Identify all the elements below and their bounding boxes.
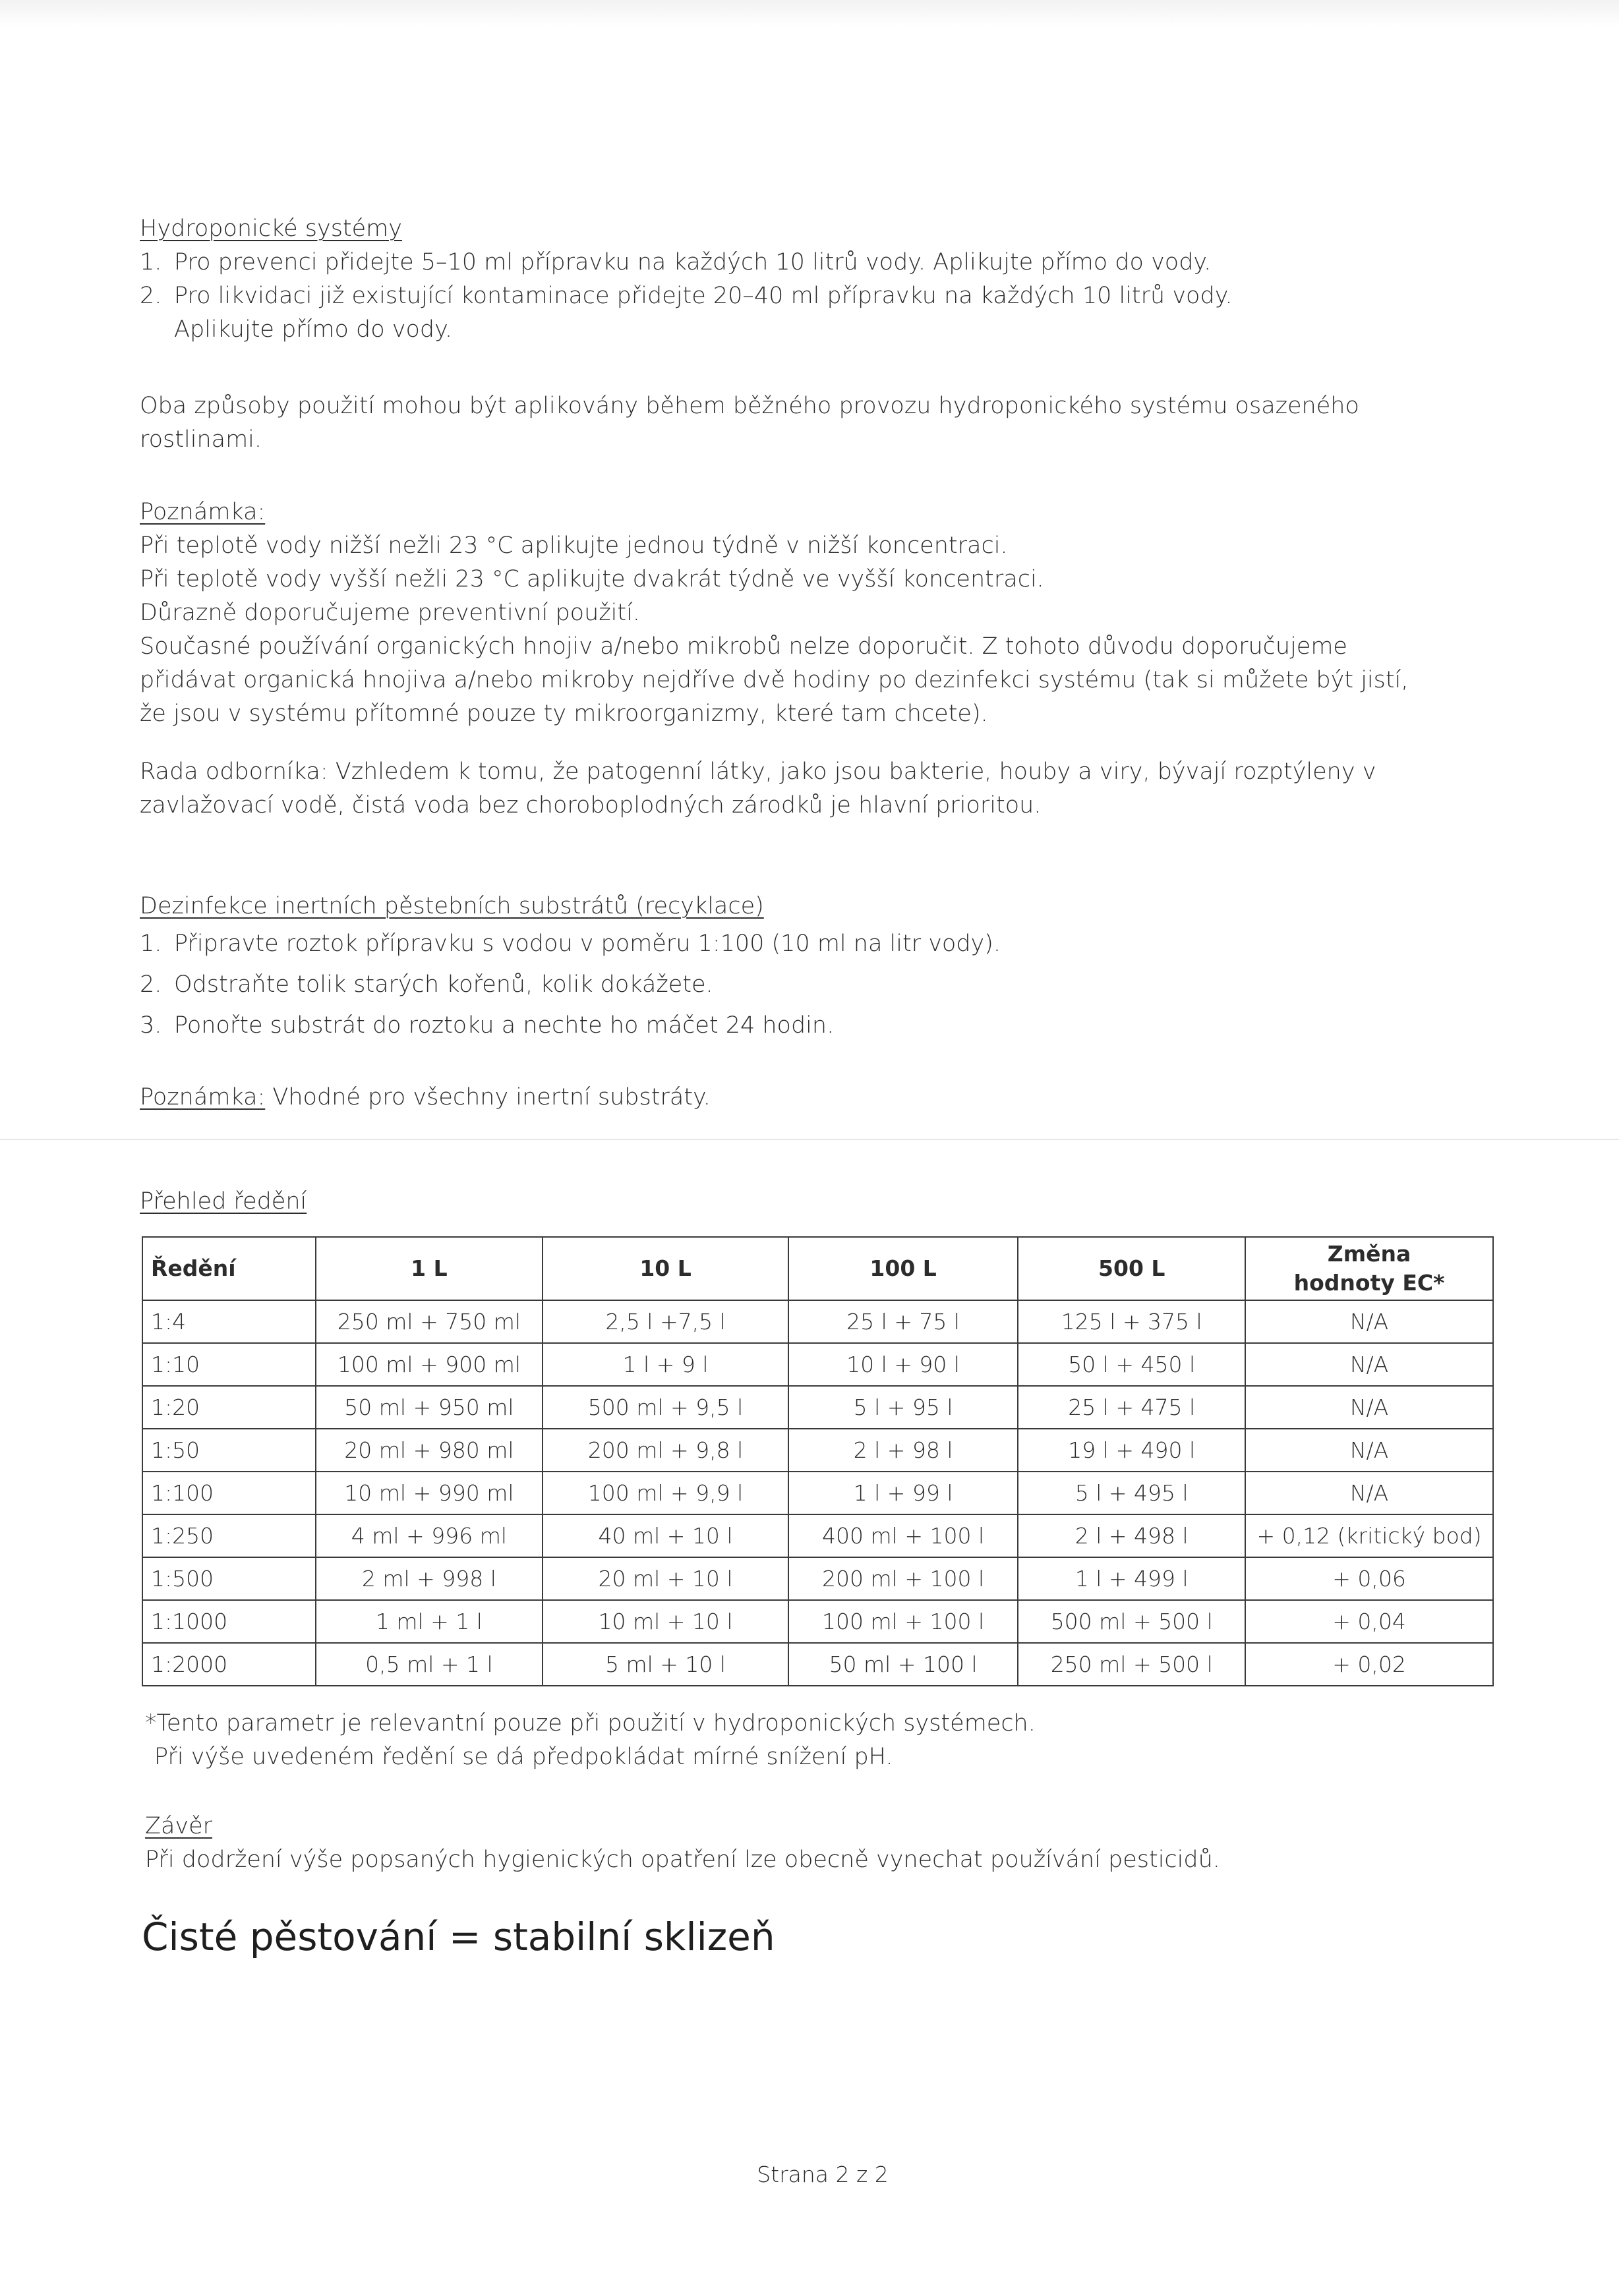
- table-cell: 50 ml + 950 ml: [316, 1386, 543, 1429]
- column-header: 100 L: [788, 1237, 1018, 1300]
- table-cell: 100 ml + 100 l: [788, 1600, 1018, 1643]
- slogan: Čisté pěstování = stabilní sklizeň: [142, 1914, 775, 1959]
- dilution-ratio-cell: 1:10: [142, 1343, 316, 1386]
- list-text: Pro prevenci přidejte 5–10 ml přípravku na každých 10 litrů vody. Aplikujte přímo do vody.: [174, 249, 1212, 275]
- page-fold-divider: [0, 1139, 1619, 1140]
- list-number: 1.: [140, 249, 162, 275]
- dilution-table: [142, 1236, 1494, 1686]
- list-text: Připravte roztok přípravku s vodou v poměru 1:100 (10 ml na litr vody).: [174, 931, 1001, 957]
- table-cell: 2 l + 498 l: [1018, 1514, 1245, 1557]
- table-row: [142, 1600, 1493, 1643]
- list-number: 2.: [140, 283, 162, 309]
- table-row: [142, 1343, 1493, 1386]
- hydro-list: [140, 246, 1233, 347]
- table-row: [142, 1386, 1493, 1429]
- conclusion-section: [145, 1810, 1220, 1877]
- table-cell: 250 ml + 500 l: [1018, 1643, 1245, 1686]
- list-item: [140, 1005, 1001, 1046]
- note-heading: Poznámka:: [140, 499, 266, 525]
- list-item: [140, 923, 1001, 964]
- table-row: [142, 1429, 1493, 1472]
- column-header: 1 L: [316, 1237, 543, 1300]
- footnote-line: Při výše uvedeném ředění se dá předpokládat mírné snížení pH.: [154, 1744, 893, 1770]
- table-cell: 25 l + 475 l: [1018, 1386, 1245, 1429]
- column-header: 10 L: [543, 1237, 788, 1300]
- dilution-ratio-cell: 1:250: [142, 1514, 316, 1557]
- dilution-ratio-cell: 1:20: [142, 1386, 316, 1429]
- note-line: Současné používání organických hnojiv a/nebo mikrobů nelze doporučit. Z tohoto důvodu doporučujeme: [140, 633, 1347, 660]
- table-cell: 0,5 ml + 1 l: [316, 1643, 543, 1686]
- table-footnote: [145, 1707, 1036, 1774]
- table-cell: + 0,04: [1245, 1600, 1493, 1643]
- overview-title: Přehled ředění: [140, 1188, 307, 1215]
- list-text: Odstraňte tolik starých kořenů, kolik dokážete.: [174, 971, 713, 998]
- list-text: Aplikujte přímo do vody.: [174, 316, 452, 343]
- hydro-section: [140, 212, 1233, 347]
- table-cell: 10 ml + 10 l: [543, 1600, 788, 1643]
- list-item: [140, 279, 1233, 313]
- table-cell: 5 l + 495 l: [1018, 1472, 1245, 1514]
- table-cell: 20 ml + 980 ml: [316, 1429, 543, 1472]
- substrate-heading: Dezinfekce inertních pěstebních substrátů (recyklace): [140, 893, 764, 919]
- note-line: přidávat organická hnojiva a/nebo mikroby nejdříve dvě hodiny po dezinfekci systému (tak si můžete být jistí,: [140, 667, 1409, 693]
- footnote-line: *Tento parametr je relevantní pouze při použití v hydroponických systémech.: [145, 1710, 1036, 1736]
- table-cell: 250 ml + 750 ml: [316, 1300, 543, 1343]
- table-cell: N/A: [1245, 1429, 1493, 1472]
- note-line: Důrazně doporučujeme preventivní použití.: [140, 600, 640, 626]
- table-cell: 500 ml + 9,5 l: [543, 1386, 788, 1429]
- table-cell: 4 ml + 996 ml: [316, 1514, 543, 1557]
- table-cell: 500 ml + 500 l: [1018, 1600, 1245, 1643]
- column-header-line: Změna: [1327, 1241, 1411, 1267]
- table-cell: 400 ml + 100 l: [788, 1514, 1018, 1557]
- dilution-ratio-cell: 1:1000: [142, 1600, 316, 1643]
- substrate-list: [140, 923, 1001, 1046]
- table-body: [142, 1300, 1493, 1686]
- hydro-heading: Hydroponické systémy: [140, 215, 402, 242]
- table-cell: N/A: [1245, 1343, 1493, 1386]
- conclusion-heading: Závěr: [145, 1813, 213, 1839]
- dilution-ratio-cell: 1:50: [142, 1429, 316, 1472]
- table-cell: 40 ml + 10 l: [543, 1514, 788, 1557]
- hydro-usage-paragraph: [140, 389, 1359, 457]
- overview-heading: [140, 1185, 307, 1219]
- list-item: [140, 313, 1233, 347]
- note-line: že jsou v systému přítomné pouze ty mikroorganizmy, které tam chcete).: [140, 701, 988, 727]
- table-cell: 50 ml + 100 l: [788, 1643, 1018, 1686]
- dilution-ratio-cell: 1:100: [142, 1472, 316, 1514]
- table-cell: 10 l + 90 l: [788, 1343, 1018, 1386]
- table-cell: 2 ml + 998 l: [316, 1557, 543, 1600]
- table-cell: N/A: [1245, 1472, 1493, 1514]
- page-number: Strana 2 z 2: [757, 2162, 889, 2187]
- expert-line: Rada odborníka: Vzhledem k tomu, že patogenní látky, jako jsou bakterie, houby a viry, bývají rozptýleny v: [140, 759, 1376, 785]
- table-cell: + 0,06: [1245, 1557, 1493, 1600]
- table-cell: 125 l + 375 l: [1018, 1300, 1245, 1343]
- table-row: [142, 1472, 1493, 1514]
- dilution-ratio-cell: 1:4: [142, 1300, 316, 1343]
- expert-line: zavlažovací vodě, čistá voda bez choroboplodných zárodků je hlavní prioritou.: [140, 792, 1042, 818]
- table-cell: 1 l + 499 l: [1018, 1557, 1245, 1600]
- table-cell: 200 ml + 100 l: [788, 1557, 1018, 1600]
- table-cell: 1 l + 99 l: [788, 1472, 1018, 1514]
- table-row: [142, 1300, 1493, 1343]
- usage-line: rostlinami.: [140, 426, 262, 453]
- column-header-ec: [1245, 1237, 1493, 1300]
- list-text: Pro likvidaci již existující kontaminace přidejte 20–40 ml přípravku na každých 10 litrů vody.: [174, 283, 1233, 309]
- table-cell: 20 ml + 10 l: [543, 1557, 788, 1600]
- table-cell: N/A: [1245, 1300, 1493, 1343]
- dilution-ratio-cell: 1:2000: [142, 1643, 316, 1686]
- table-cell: 25 l + 75 l: [788, 1300, 1018, 1343]
- list-text: Ponořte substrát do roztoku a nechte ho máčet 24 hodin.: [174, 1012, 835, 1039]
- table-cell: 1 ml + 1 l: [316, 1600, 543, 1643]
- table-cell: 200 ml + 9,8 l: [543, 1429, 788, 1472]
- table-cell: + 0,02: [1245, 1643, 1493, 1686]
- table-header-row: [142, 1237, 1493, 1300]
- list-number: 3.: [140, 1012, 162, 1039]
- dilution-ratio-cell: 1:500: [142, 1557, 316, 1600]
- table-cell: 2,5 l +7,5 l: [543, 1300, 788, 1343]
- substrate-note: [140, 1081, 711, 1114]
- substrate-section: [140, 890, 1001, 1046]
- table-row: [142, 1514, 1493, 1557]
- note-line: Při teplotě vody nižší nežli 23 °C aplikujte jednou týdně v nižší koncentraci.: [140, 532, 1008, 559]
- list-number: 2.: [140, 971, 162, 998]
- table-cell: 100 ml + 9,9 l: [543, 1472, 788, 1514]
- table-row: [142, 1643, 1493, 1686]
- list-item: [140, 246, 1233, 279]
- list-item: [140, 964, 1001, 1005]
- table-cell: 5 ml + 10 l: [543, 1643, 788, 1686]
- substrate-note-label: Poznámka:: [140, 1084, 266, 1110]
- table-cell: 19 l + 490 l: [1018, 1429, 1245, 1472]
- column-header-line: hodnoty EC*: [1293, 1270, 1445, 1296]
- table-cell: 100 ml + 900 ml: [316, 1343, 543, 1386]
- column-header: Ředění: [142, 1237, 316, 1300]
- usage-line: Oba způsoby použití mohou být aplikovány během běžného provozu hydroponického systému osazeného: [140, 393, 1359, 419]
- table-row: [142, 1557, 1493, 1600]
- table-cell: 10 ml + 990 ml: [316, 1472, 543, 1514]
- column-header: 500 L: [1018, 1237, 1245, 1300]
- note-section: [140, 496, 1408, 731]
- note-line: Při teplotě vody vyšší nežli 23 °C aplikujte dvakrát týdně ve vyšší koncentraci.: [140, 566, 1044, 592]
- table-cell: 50 l + 450 l: [1018, 1343, 1245, 1386]
- table-cell: + 0,12 (kritický bod): [1245, 1514, 1493, 1557]
- table-cell: 2 l + 98 l: [788, 1429, 1018, 1472]
- table-cell: 5 l + 95 l: [788, 1386, 1018, 1429]
- substrate-note-text: Vhodné pro všechny inertní substráty.: [265, 1084, 711, 1110]
- expert-advice: [140, 755, 1376, 822]
- table-cell: 1 l + 9 l: [543, 1343, 788, 1386]
- conclusion-text: Při dodržení výše popsaných hygienických opatření lze obecně vynechat používání pesticidů.: [145, 1847, 1220, 1873]
- table-cell: N/A: [1245, 1386, 1493, 1429]
- list-number: 1.: [140, 931, 162, 957]
